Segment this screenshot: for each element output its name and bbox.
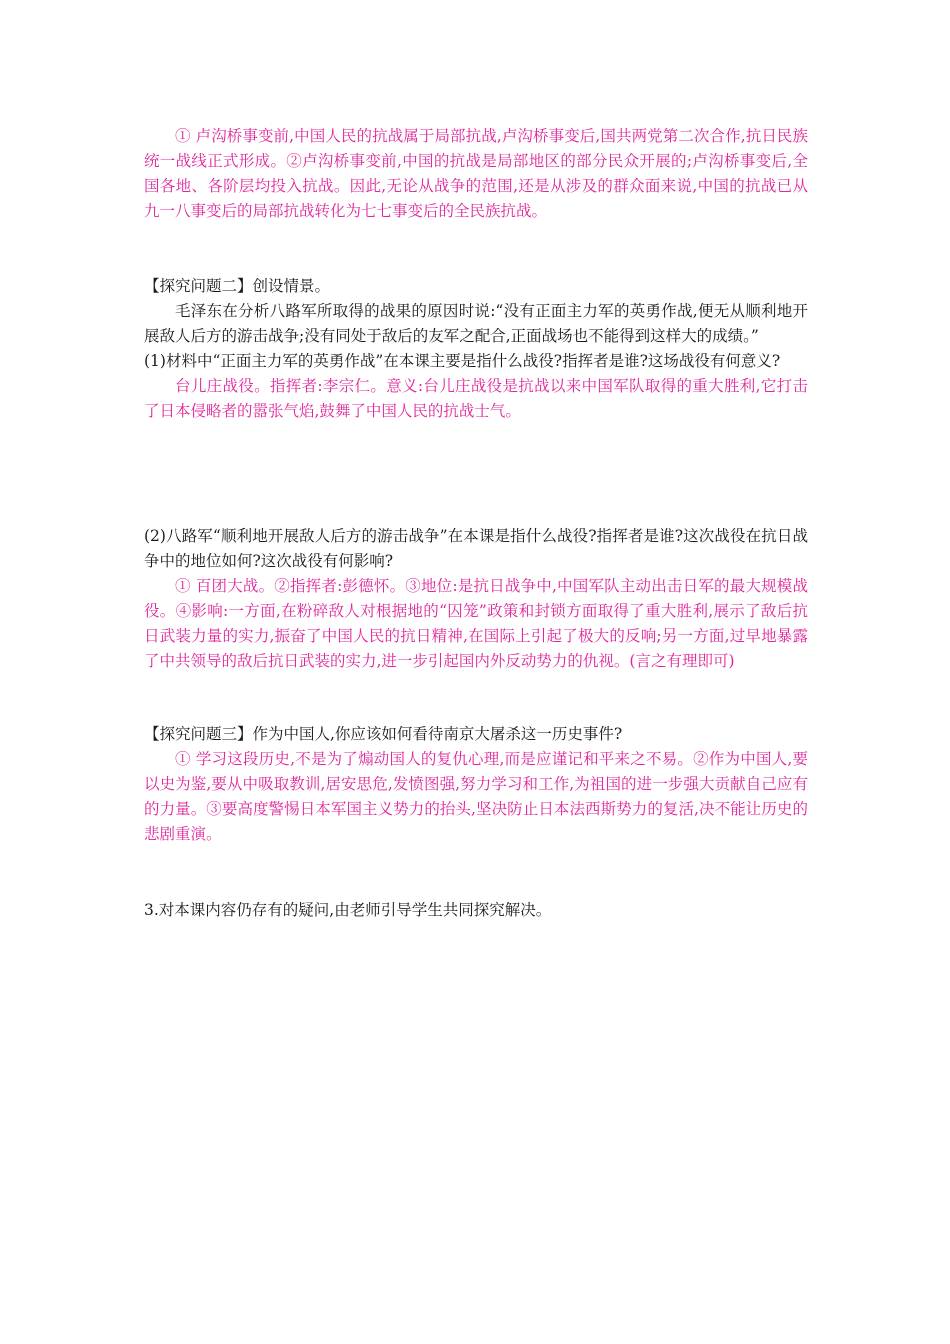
inquiry-three-heading: 【探究问题三】作为中国人,你应该如何看待南京大屠杀这一历史事件? <box>144 725 623 743</box>
answer-1-text: 台儿庄战役。指挥者:李宗仁。意义:台儿庄战役是抗战以来中国军队取得的重大胜利,它打击了日本侵略者的嚣张气焰,鼓舞了中国人民的抗战士气。 <box>144 377 808 420</box>
answer-3-text: ① 学习这段历史,不是为了煽动国人的复仇心理,而是应谨记和平来之不易。②作为中国人,要以史为鉴,要从中吸取教训,居安思危,发愤图强,努力学习和工作,为祖国的进一步强大贡献自己应有的力量。③要高度警惕日本军国主义势力的抬头,坚决防止日本法西斯势力的复活,决不能让历史的悲剧重演。 <box>144 750 808 843</box>
question-1-text: (1)材料中“正面主力军的英勇作战”在本课主要是指什么战役?指挥者是谁?这场战役有何意义? <box>144 352 781 370</box>
answer-block-lugouqiao <box>144 124 808 224</box>
mao-quote-paragraph: 毛泽东在分析八路军所取得的战果的原因时说:“没有正面主力军的英勇作战,便无从顺利地开展敌人后方的游击战争;没有同处于敌后的友军之配合,正面战场也不能得到这样大的成绩。” <box>144 302 808 345</box>
closing-note-text: 3.对本课内容仍存有的疑问,由老师引导学生共同探究解决。 <box>144 901 552 919</box>
closing-note <box>144 898 808 923</box>
answer-2-text: ① 百团大战。②指挥者:彭德怀。③地位:是抗日战争中,中国军队主动出击日军的最大规模战役。④影响:一方面,在粉碎敌人对根据地的“囚笼”政策和封锁方面取得了重大胜利,展示了敌后抗日武装力量的实力,振奋了中国人民的抗日精神,在国际上引起了极大的反响;另一方面,过早地暴露了中共领导的敌后抗日武装的实力,进一步引起国内外反动势力的仇视。(言之有理即可) <box>144 577 808 670</box>
inquiry-question-three <box>144 722 808 847</box>
answer-lugouqiao-text: ① 卢沟桥事变前,中国人民的抗战属于局部抗战,卢沟桥事变后,国共两党第二次合作,抗日民族统一战线正式形成。②卢沟桥事变前,中国的抗战是局部地区的部分民众开展的;卢沟桥事变后,全国各地、各阶层均投入抗战。因此,无论从战争的范围,还是从涉及的群众面来说,中国的抗战已从九一八事变后的局部抗战转化为七七事变后的全民族抗战。 <box>144 127 808 220</box>
question-2-text: (2)八路军“顺利地开展敌人后方的游击战争”在本课是指什么战役?指挥者是谁?这次战役在抗日战争中的地位如何?这次战役有何影响? <box>144 527 808 570</box>
inquiry-two-heading: 【探究问题二】创设情景。 <box>144 277 331 295</box>
inquiry-question-two <box>144 274 808 424</box>
question-2-block <box>144 524 808 674</box>
